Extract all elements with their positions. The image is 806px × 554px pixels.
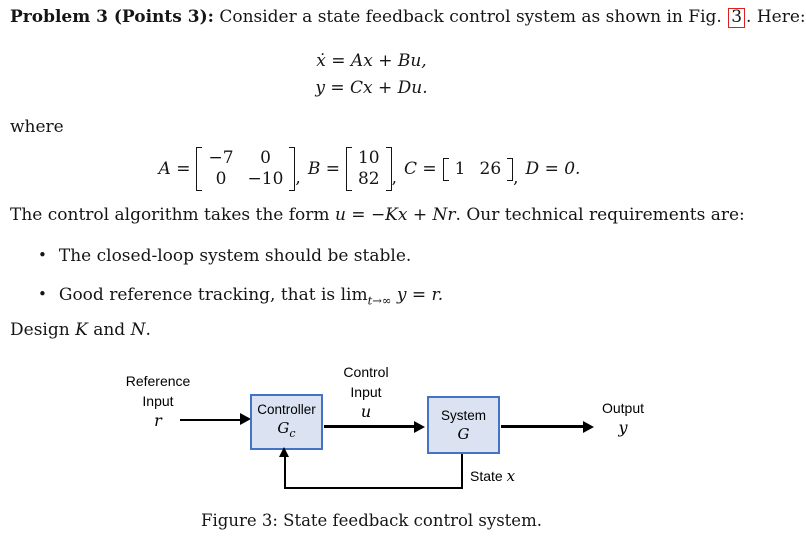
problem-title-text: Consider a state feedback control system as shown in Fig.: [213, 7, 728, 27]
matrix-cell: 0: [215, 169, 227, 189]
matrix-c: [443, 158, 513, 181]
lim-operator: lim: [340, 285, 368, 305]
controller-symbol: [277, 419, 295, 443]
feedback-line-up: [284, 452, 286, 488]
matrix-cell: −7: [208, 148, 234, 168]
design-pre: Design: [10, 320, 76, 340]
separator: ,: [391, 168, 398, 188]
matrix-cell: 1: [454, 158, 466, 179]
bullet-icon: •: [38, 285, 47, 303]
controller-symbol-G: G: [277, 419, 290, 437]
controller-label: Controller: [257, 402, 316, 417]
arrowhead-icon: [414, 421, 425, 433]
paragraph-post: . Our technical requirements are:: [455, 205, 745, 225]
signal-line-u: [324, 425, 415, 428]
feedback-line-down: [461, 454, 463, 488]
matrix-cell: 0: [260, 148, 271, 168]
matrix-cell: 82: [357, 169, 380, 189]
system-symbol: G: [457, 424, 470, 443]
where-label: where: [10, 117, 64, 137]
left-bracket: [346, 147, 352, 191]
problem-title-bold: Problem 3 (Points 3):: [10, 7, 214, 27]
design-end: .: [145, 320, 151, 340]
matrix-a-lhs: A =: [158, 159, 191, 179]
state-var: x: [506, 467, 516, 485]
lim-subscript: t→∞: [367, 293, 392, 308]
system-box: [427, 396, 500, 454]
controller-box: [250, 394, 323, 450]
requirement-text: The closed-loop system should be stable.: [58, 246, 412, 266]
design-mid: and: [87, 320, 131, 340]
state-equation: ẋ = Ax + Bu,: [316, 51, 427, 71]
reference-label-line2: Input: [142, 393, 174, 409]
reference-var: r: [154, 411, 162, 430]
figure-caption: Figure 3: State feedback control system.: [201, 511, 542, 530]
matrix-a-cells: [204, 147, 287, 191]
display-equations: [0, 48, 743, 102]
reference-input-label: [112, 371, 204, 430]
control-var: u: [360, 402, 372, 421]
bullet-icon: •: [38, 246, 47, 264]
left-bracket: [443, 158, 449, 181]
control-label-line2: Input: [350, 384, 382, 400]
matrix-cell: 26: [479, 158, 502, 179]
control-law-math: u = −Kx + Nr: [334, 205, 456, 225]
design-instruction: [10, 320, 151, 340]
matrix-equation: [0, 142, 743, 196]
matrix-c-cells: [451, 158, 505, 181]
problem-title-tail: . Here:: [746, 7, 806, 27]
matrix-a: [196, 147, 295, 191]
output-equation: y = Cx + Du.: [315, 78, 428, 98]
requirement-text: Good reference tracking, that is: [58, 285, 341, 305]
matrix-b: [346, 147, 392, 191]
system-label: System: [440, 407, 486, 423]
output-var: y: [618, 418, 628, 437]
arrowhead-icon: [279, 447, 289, 457]
state-label: [470, 467, 515, 486]
signal-line-y: [501, 425, 584, 428]
reference-label-line1: Reference: [125, 373, 191, 389]
left-bracket: [196, 147, 202, 191]
state-label-text: State: [470, 468, 507, 484]
paragraph-control-algorithm: [10, 205, 745, 225]
requirement-item-stability: [38, 246, 411, 266]
tracking-math: y = r.: [391, 285, 444, 305]
matrix-d-eq: D = 0.: [525, 159, 581, 179]
requirement-item-tracking: [38, 285, 443, 307]
problem-title: [10, 7, 806, 28]
control-label-line1: Control: [343, 364, 389, 380]
matrix-b-lhs: B =: [307, 159, 340, 179]
separator: ,: [513, 168, 519, 188]
figure-reference-link[interactable]: 3: [728, 8, 745, 28]
gain-K: K: [75, 320, 88, 340]
matrix-c-lhs: C =: [404, 159, 437, 179]
paragraph-pre: The control algorithm takes the form: [10, 205, 335, 225]
separator: ,: [295, 168, 301, 188]
controller-symbol-sub: c: [289, 427, 296, 440]
matrix-cell: −10: [247, 169, 284, 189]
signal-line-r: [180, 419, 241, 421]
control-input-label: [330, 362, 402, 421]
matrix-cell: 10: [357, 148, 380, 168]
output-label: [586, 398, 660, 437]
feedback-line-horizontal: [284, 487, 463, 489]
gain-N: N: [130, 320, 146, 340]
matrix-b-cells: [354, 147, 384, 191]
output-label-text: Output: [601, 400, 645, 416]
